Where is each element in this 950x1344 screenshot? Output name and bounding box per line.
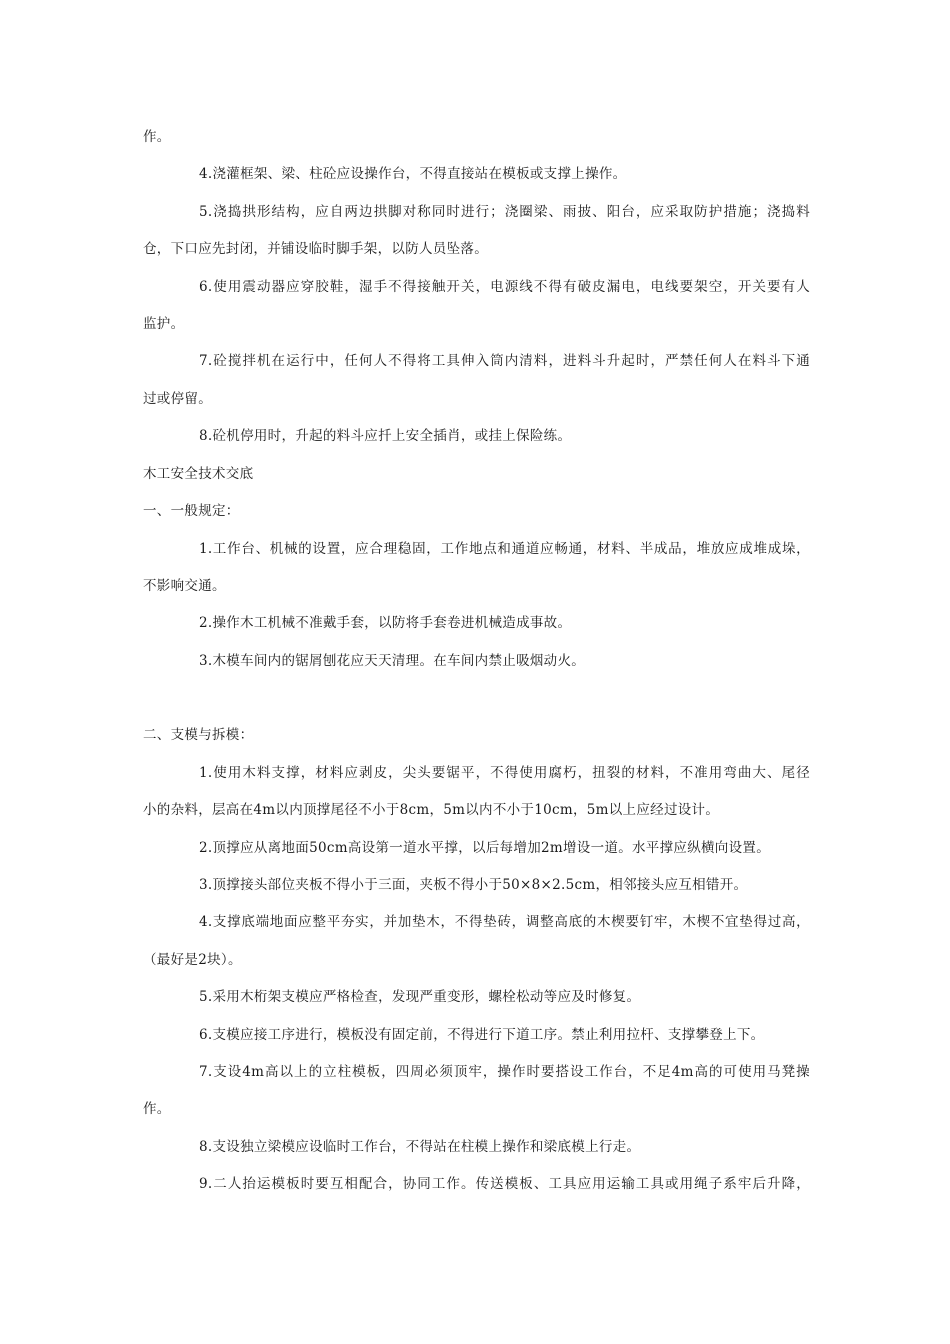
- text-line: 7.支设4m高以上的立柱模板，四周必须顶牢，操作时要搭设工作台，不足4m高的可使用马凳操: [199, 1064, 810, 1080]
- text-line: 1.工作台、机械的设置，应合理稳固，工作地点和通道应畅通，材料、半成品，堆放应成堆成垛，: [199, 541, 810, 557]
- text-line: 仓，下口应先封闭，并铺设临时脚手架，以防人员坠落。: [143, 241, 488, 257]
- text-line: 9.二人抬运模板时要互相配合，协同工作。传送模板、工具应用运输工具或用绳子系牢后升降，: [199, 1176, 810, 1192]
- text-line: 小的杂料，层高在4m以内顶撑尾径不小于8cm，5m以内不小于10cm，5m以上应经过设计。: [143, 802, 720, 818]
- text-line: 4.支撑底端地面应整平夯实，并加垫木，不得垫砖，调整高底的木楔要钉牢，木楔不宜垫得过高，: [199, 914, 810, 930]
- text-line: 2.操作木工机械不准戴手套，以防将手套卷进机械造成事故。: [199, 615, 572, 631]
- section-heading: 木工安全技术交底: [143, 466, 254, 482]
- section-heading: 一、一般规定：: [143, 503, 240, 519]
- text-line: 监护。: [143, 316, 185, 332]
- text-line: 3.顶撑接头部位夹板不得小于三面，夹板不得小于50×8×2.5cm，相邻接头应互相错开。: [199, 877, 748, 893]
- text-line: 6.使用震动器应穿胶鞋，湿手不得接触开关，电源线不得有破皮漏电，电线要架空，开关要有人: [199, 279, 810, 295]
- text-line: 8.支设独立梁模应设临时工作台，不得站在柱模上操作和梁底模上行走。: [199, 1139, 641, 1155]
- text-line: （最好是2块）。: [143, 952, 242, 968]
- text-line: 作。: [143, 129, 171, 145]
- text-line: 过或停留。: [143, 391, 212, 407]
- text-line: 7.砼搅拌机在运行中，任何人不得将工具伸入筒内清料，进料斗升起时，严禁任何人在料斗下通: [199, 353, 810, 369]
- text-line: 6.支模应接工序进行，模板没有固定前，不得进行下道工序。禁止利用拉杆、支撑攀登上下。: [199, 1027, 765, 1043]
- text-line: 作。: [143, 1101, 171, 1117]
- section-heading: 二、支模与拆模：: [143, 727, 254, 743]
- text-line: 4.浇灌框架、梁、柱砼应设操作台，不得直接站在模板或支撑上操作。: [199, 166, 627, 182]
- text-line: 2.顶撑应从离地面50cm高设第一道水平撑，以后每增加2m增设一道。水平撑应纵横向设置。: [199, 840, 771, 856]
- text-line: 5.浇捣拱形结构，应自两边拱脚对称同时进行；浇圈梁、雨披、阳台，应采取防护措施；浇捣料: [199, 204, 810, 220]
- text-line: 3.木模车间内的锯屑刨花应天天清理。在车间内禁止吸烟动火。: [199, 653, 586, 669]
- text-line: 1.使用木料支撑，材料应剥皮，尖头要锯平，不得使用腐朽，扭裂的材料，不准用弯曲大、尾径: [199, 765, 810, 781]
- text-line: 8.砼机停用时，升起的料斗应扦上安全插肖，或挂上保险练。: [199, 428, 572, 444]
- text-line: 5.采用木桁架支模应严格检查，发现严重变形，螺栓松动等应及时修复。: [199, 989, 641, 1005]
- text-line: 不影响交通。: [143, 578, 226, 594]
